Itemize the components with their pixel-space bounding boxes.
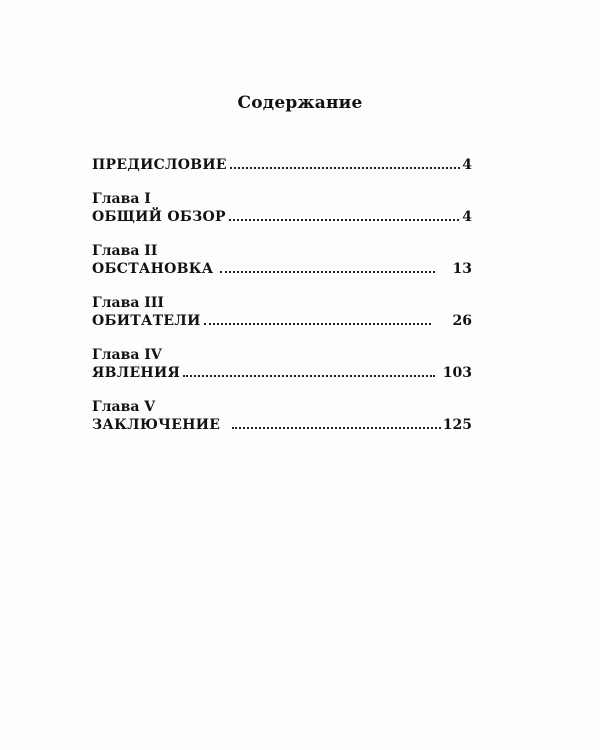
toc-line xyxy=(92,260,472,280)
dot-leader xyxy=(220,271,435,273)
toc-page-number: 125 xyxy=(442,417,472,433)
table-of-contents xyxy=(92,156,472,450)
toc-heading: ПРЕДИСЛОВИЕ xyxy=(92,157,227,173)
dot-leader xyxy=(183,375,435,377)
toc-heading: ОБИТАТЕЛИ xyxy=(92,313,201,329)
dot-leader xyxy=(230,167,460,169)
toc-line xyxy=(92,208,472,228)
toc-entry-preface xyxy=(92,156,472,176)
toc-line xyxy=(92,156,472,176)
toc-entry-chapter-5 xyxy=(92,398,472,436)
dot-leader xyxy=(204,323,431,325)
toc-line xyxy=(92,364,472,384)
toc-entry-chapter-1 xyxy=(92,190,472,228)
toc-heading: ЗАКЛЮЧЕНИЕ xyxy=(92,417,221,433)
toc-entry-chapter-2 xyxy=(92,242,472,280)
toc-chapter-label: Глава V xyxy=(92,399,156,415)
toc-heading: ОБЩИЙ ОБЗОР xyxy=(92,209,226,225)
toc-page-number: 4 xyxy=(462,209,472,225)
toc-chapter-label: Глава III xyxy=(92,295,164,311)
toc-heading: ЯВЛЕНИЯ xyxy=(92,365,181,381)
toc-line xyxy=(92,312,472,332)
toc-chapter-label: Глава I xyxy=(92,191,151,207)
toc-entry-chapter-3 xyxy=(92,294,472,332)
toc-chapter-label: Глава IV xyxy=(92,347,162,363)
toc-chapter-label: Глава II xyxy=(92,243,158,259)
toc-page-number: 13 xyxy=(452,261,472,277)
toc-line xyxy=(92,416,472,436)
dot-leader xyxy=(229,219,459,221)
toc-page-number: 4 xyxy=(462,157,472,173)
toc-page-number: 26 xyxy=(452,313,472,329)
toc-heading: ОБСТАНОВКА xyxy=(92,261,214,277)
toc-title: Содержание xyxy=(237,93,363,113)
toc-page-number: 103 xyxy=(442,365,472,381)
dot-leader xyxy=(232,427,441,429)
toc-entry-chapter-4 xyxy=(92,346,472,384)
